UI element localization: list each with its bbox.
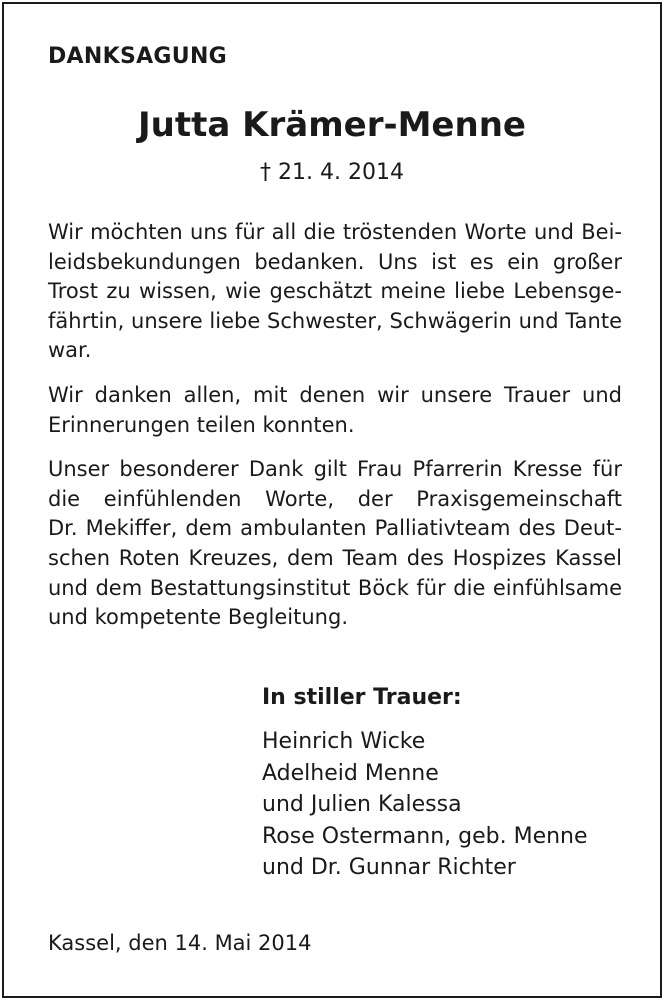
mourner-name: Rose Ostermann, geb. Menne (262, 823, 588, 849)
paragraph-1 (48, 218, 622, 366)
text-line: die einfühlenden Worte, der Praxisgemeinschaft (48, 486, 622, 511)
paragraph-2 (48, 381, 622, 440)
text-line: war. (48, 338, 92, 363)
mourner-name: und Dr. Gunnar Richter (262, 855, 516, 880)
text-line: fährtin, unsere liebe Schwester, Schwägerin und Tante (48, 308, 622, 333)
mourners-block (262, 682, 588, 884)
mourner-name: und Julien Kalessa (262, 792, 462, 817)
text-line: und kompetente Begleitung. (48, 605, 348, 630)
text-line: schen Roten Kreuzes, dem Team des Hospizes Kassel (48, 545, 622, 570)
text-line: leidsbekundungen bedanken. Uns ist es ein großer (48, 249, 622, 274)
mourners-title: In stiller Trauer: (262, 685, 462, 710)
death-date: † 21. 4. 2014 (260, 160, 404, 185)
mourner-name: Heinrich Wicke (262, 729, 426, 754)
text-line: und dem Bestattungsinstitut Böck für die einfühlsame (48, 575, 622, 600)
text-line: Wir danken allen, mit denen wir unsere Trauer und (48, 382, 622, 407)
deceased-name: Jutta Krämer-Menne (138, 105, 526, 145)
text-line: Erinnerungen teilen konnten. (48, 412, 355, 437)
obituary-notice (2, 2, 662, 998)
mourner-name: Adelheid Menne (262, 760, 439, 786)
text-line: Unser besonderer Dank gilt Frau Pfarrerin Kresse für (48, 457, 622, 482)
place-date: Kassel, den 14. Mai 2014 (48, 931, 312, 955)
thanks-text (48, 218, 622, 648)
text-line: Dr. Mekiffer, dem ambulanten Palliativteam des Deut- (48, 516, 622, 541)
text-line: Trost zu wissen, wie geschätzt meine liebe Lebensge- (48, 279, 622, 304)
notice-heading: DANKSAGUNG (48, 44, 228, 69)
text-line: Wir möchten uns für all die tröstenden Worte und Bei- (48, 220, 622, 244)
paragraph-3 (48, 455, 622, 633)
